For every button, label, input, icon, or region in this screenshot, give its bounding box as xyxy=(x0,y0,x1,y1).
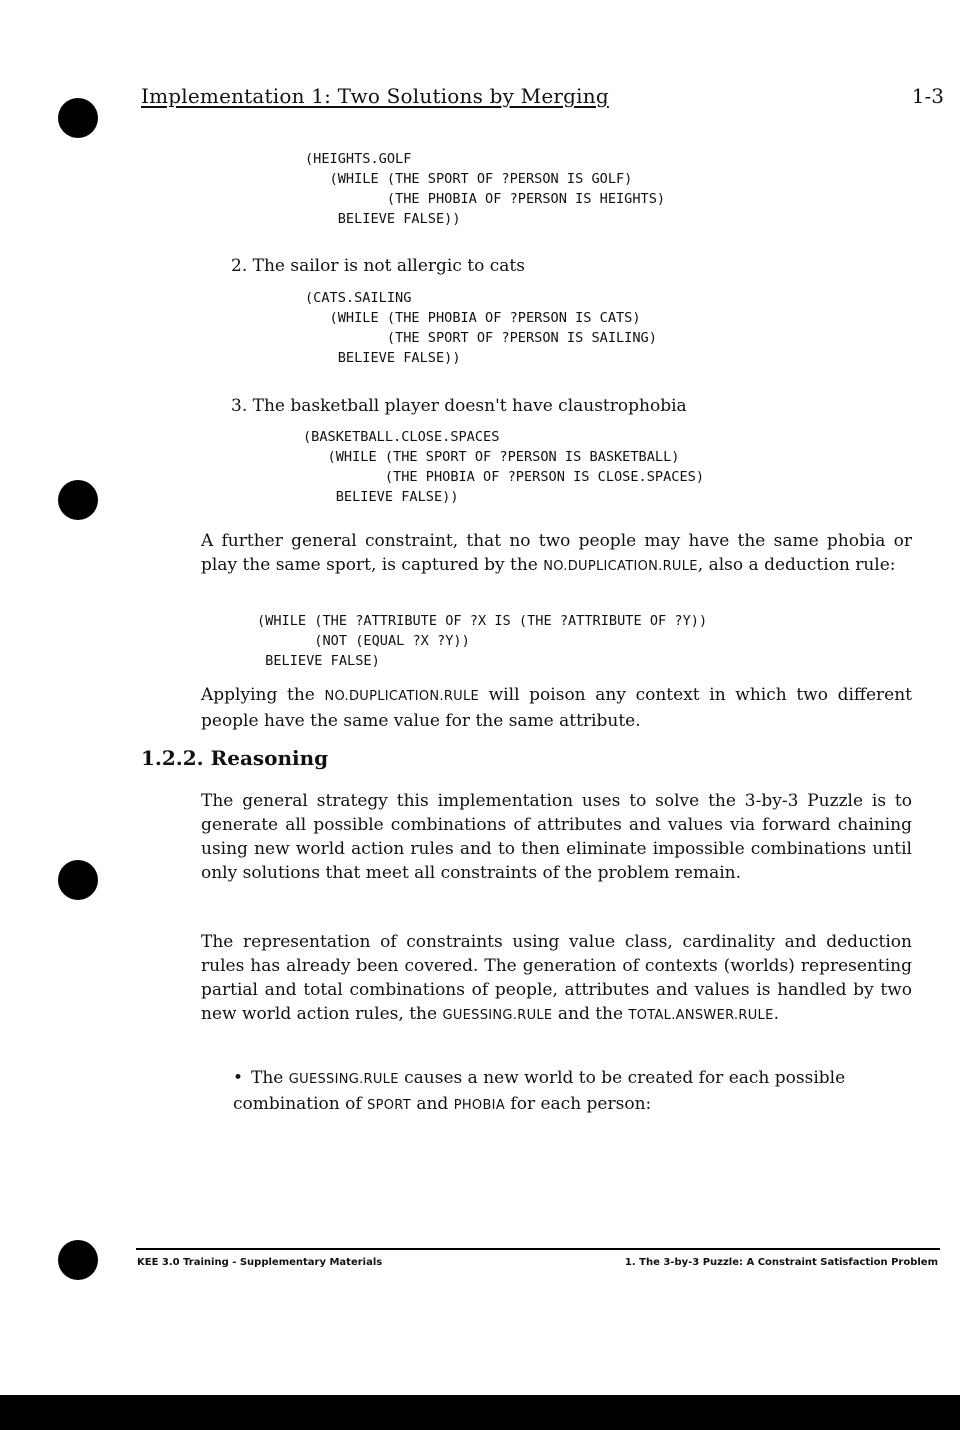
page-header-title: Implementation 1: Two Solutions by Merging xyxy=(141,84,609,108)
bullet-item: • The GUESSING.RULE causes a new world to be created for each possible combination of SPORT and PHOBIA for each person: xyxy=(233,1068,846,1114)
paragraph-constraint: A further general constraint, that no two people may have the same phobia or play the same sport, is captured by the NO.DUPLICATION.RULE, also a deduction rule: xyxy=(201,531,912,575)
slot-name: PHOBIA xyxy=(453,1098,506,1113)
code-heights-golf: (HEIGHTS.GOLF (WHILE (THE SPORT OF ?PERSON IS GOLF) (THE PHOBIA OF ?PERSON IS HEIGHTS) BELIEVE FALSE)) xyxy=(305,151,666,227)
binder-hole xyxy=(58,860,98,900)
bullet-icon: • xyxy=(233,1068,244,1088)
section-heading: 1.2.2. Reasoning xyxy=(141,746,329,770)
list-item-2: 2. The sailor is not allergic to cats xyxy=(231,256,525,276)
code-basketball-close-spaces: (BASKETBALL.CLOSE.SPACES (WHILE (THE SPORT OF ?PERSON IS BASKETBALL) (THE PHOBIA OF ?PERSON IS CLOSE.SPACES) BELIEVE FALSE)) xyxy=(303,429,705,505)
binder-hole xyxy=(58,480,98,520)
paragraph-strategy: The general strategy this implementation uses to solve the 3-by-3 Puzzle is to generate all possible combinations of attributes and values via forward chaining using new world action rules and to then eliminate impossible combinations until only solutions that meet all constraints of the problem remain. xyxy=(201,791,912,883)
paragraph-representation: The representation of constraints using value class, cardinality and deduction rules has already been covered. The generation of contexts (worlds) representing partial and total combinations of people, attributes and values is handled by two new world action rules, the GUESSING.RULE and the TOTAL.ANSWER.RULE. xyxy=(201,932,912,1024)
footer-rule xyxy=(136,1248,940,1250)
rule-name: GUESSING.RULE xyxy=(442,1008,553,1023)
code-cats-sailing: (CATS.SAILING (WHILE (THE PHOBIA OF ?PERSON IS CATS) (THE SPORT OF ?PERSON IS SAILING) BELIEVE FALSE)) xyxy=(305,290,657,366)
list-item-3: 3. The basketball player doesn't have claustrophobia xyxy=(231,396,687,416)
rule-name: TOTAL.ANSWER.RULE xyxy=(628,1008,774,1023)
paragraph-applying: Applying the NO.DUPLICATION.RULE will poison any context in which two different people have the same value for the same attribute. xyxy=(201,685,913,731)
slot-name: SPORT xyxy=(367,1098,411,1113)
footer-right-text: 1. The 3-by-3 Puzzle: A Constraint Satisfaction Problem xyxy=(624,1257,938,1268)
footer-left-text: KEE 3.0 Training - Supplementary Materials xyxy=(137,1257,383,1268)
rule-name: NO.DUPLICATION.RULE xyxy=(324,689,480,704)
rule-name: GUESSING.RULE xyxy=(288,1072,399,1087)
binder-hole xyxy=(58,1240,98,1280)
binder-hole xyxy=(58,98,98,138)
scan-border xyxy=(0,1395,960,1430)
rule-name: NO.DUPLICATION.RULE xyxy=(543,559,698,574)
code-no-duplication: (WHILE (THE ?ATTRIBUTE OF ?X IS (THE ?ATTRIBUTE OF ?Y)) (NOT (EQUAL ?X ?Y)) BELIEVE FALSE) xyxy=(257,613,708,669)
page-number: 1-3 xyxy=(911,84,944,108)
